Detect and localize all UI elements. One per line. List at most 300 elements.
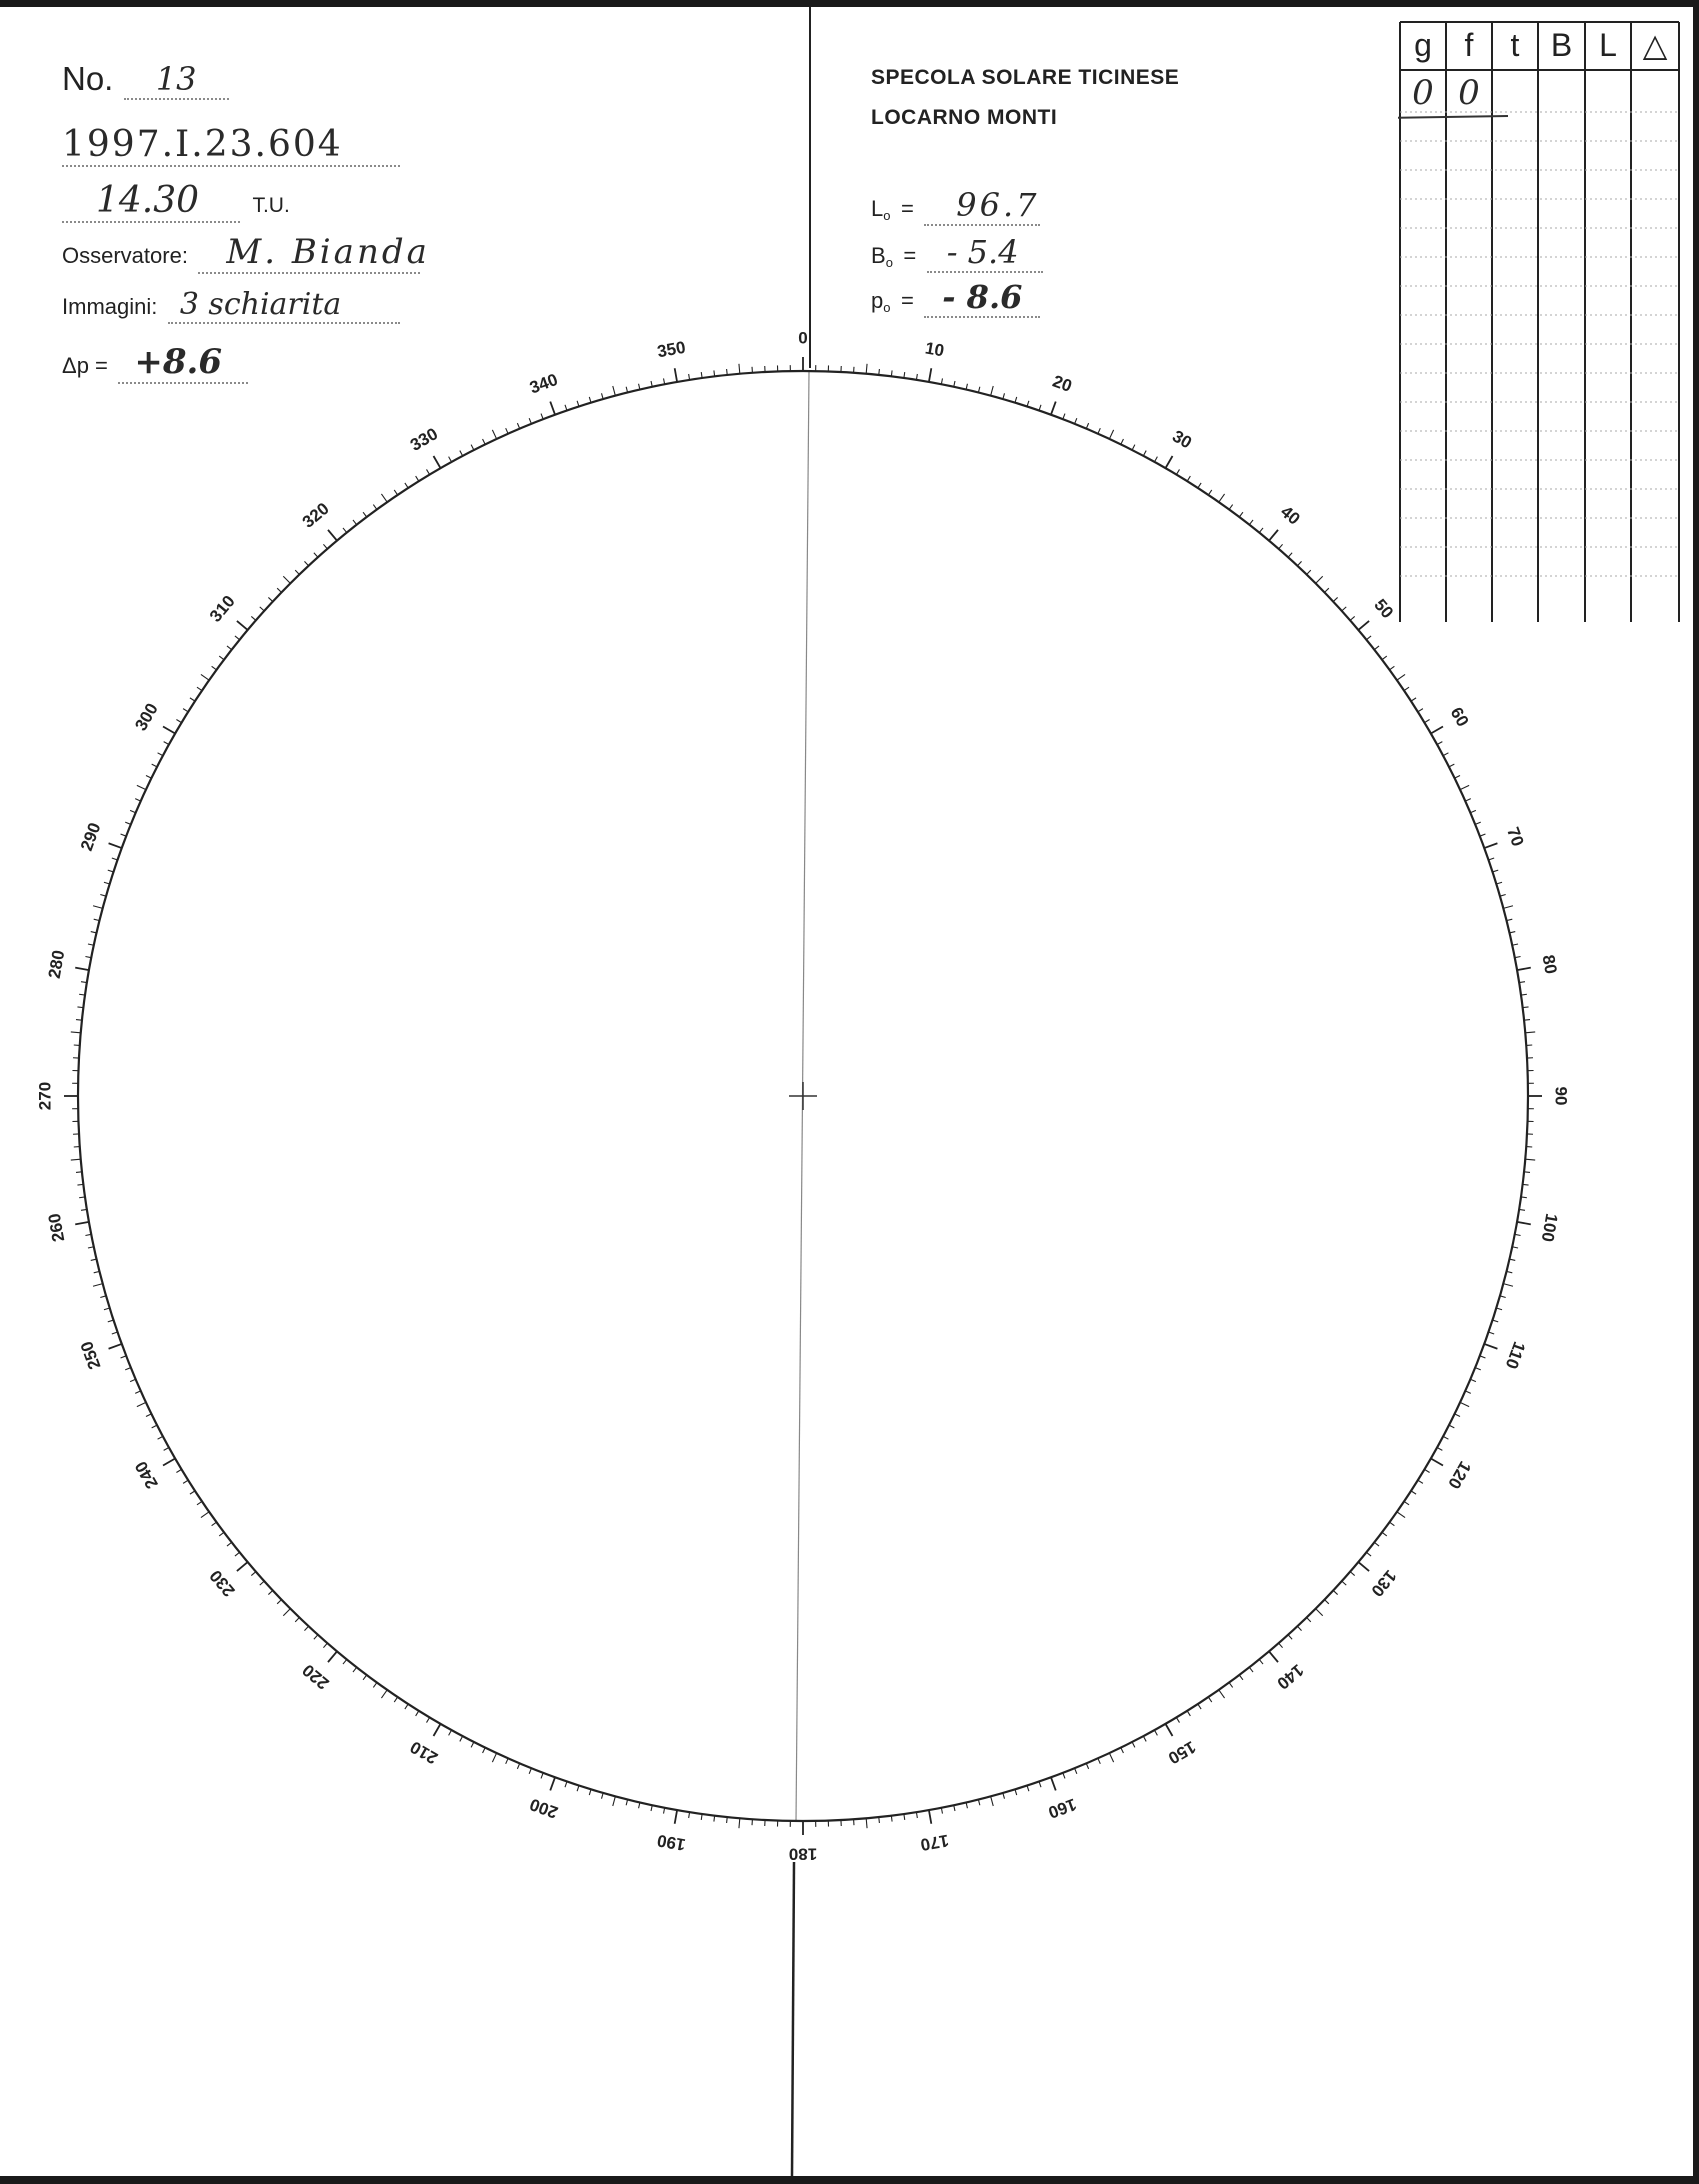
degree-label-350: 350 (655, 337, 687, 362)
degree-tick (1051, 1777, 1056, 1790)
degree-tick (77, 1007, 83, 1008)
degree-tick (1484, 1344, 1497, 1349)
degree-tick (1382, 656, 1387, 660)
degree-label-330: 330 (406, 424, 442, 455)
number-value: 13 (155, 60, 197, 98)
degree-tick (529, 1768, 531, 1774)
degree-label-70: 70 (1503, 824, 1528, 849)
degree-label-220: 220 (298, 1660, 333, 1694)
degree-tick (1411, 698, 1416, 701)
degree-tick (323, 1643, 327, 1648)
degree-tick (416, 476, 419, 481)
degree-tick (1132, 445, 1135, 450)
degree-tick (1198, 1704, 1201, 1709)
degree-tick (108, 1320, 114, 1322)
degree-tick (966, 384, 967, 390)
degree-label-20: 20 (1050, 371, 1075, 396)
degree-tick (1493, 1320, 1499, 1322)
degree-tick (1350, 1572, 1355, 1576)
table-header-1: g (1414, 27, 1432, 63)
degree-tick (323, 544, 327, 549)
degree-tick (91, 1259, 97, 1260)
degree-tick (1358, 1562, 1369, 1571)
degree-tick (1503, 906, 1513, 909)
degree-tick (492, 430, 496, 439)
degree-tick (212, 666, 217, 670)
degree-tick (164, 1447, 169, 1450)
degree-tick (1489, 1332, 1495, 1334)
degree-tick (381, 494, 387, 502)
degree-tick (125, 822, 131, 824)
degree-label-280: 280 (44, 948, 69, 980)
degree-label-240: 240 (131, 1457, 162, 1493)
degree-tick (1449, 764, 1454, 767)
table-header-2: f (1464, 27, 1474, 63)
degree-tick (1075, 1768, 1077, 1774)
degree-tick (577, 401, 579, 407)
degree-tick (1517, 1222, 1531, 1224)
degree-tick (1523, 1007, 1529, 1008)
degree-tick (227, 646, 232, 650)
degree-tick (93, 906, 103, 909)
degree-tick (1269, 1651, 1278, 1662)
degree-tick (1279, 544, 1283, 549)
degree-tick (283, 1609, 290, 1616)
degree-label-150: 150 (1164, 1737, 1200, 1768)
degree-tick (1229, 505, 1233, 510)
degree-tick (71, 1032, 81, 1033)
degree-tick (1198, 483, 1201, 488)
degree-tick (1506, 1271, 1512, 1272)
degree-label-180: 180 (788, 1844, 818, 1864)
degree-tick (1475, 1368, 1481, 1370)
degree-tick (449, 457, 452, 462)
b0-equals: = (903, 243, 917, 268)
degree-tick (146, 1414, 151, 1417)
degree-tick (237, 621, 248, 630)
degree-tick (1404, 1501, 1409, 1504)
degree-tick (471, 1742, 474, 1747)
degree-tick (1342, 607, 1346, 611)
degree-tick (183, 1480, 188, 1483)
degree-tick (879, 1817, 880, 1823)
degree-tick (125, 1368, 131, 1370)
degree-tick (1382, 1532, 1387, 1536)
degree-tick (929, 1810, 931, 1824)
p0-equals: = (900, 288, 914, 313)
degree-tick (1259, 528, 1263, 533)
degree-tick (739, 364, 740, 374)
time-unit: T.U. (252, 194, 290, 217)
degree-tick (416, 1711, 419, 1716)
degree-tick (201, 674, 209, 680)
degree-tick (112, 858, 118, 860)
degree-tick (237, 1562, 248, 1571)
number-label: No. (62, 60, 114, 97)
degree-tick (1470, 1379, 1476, 1381)
degree-tick (283, 576, 290, 583)
degree-tick (1465, 799, 1470, 801)
degree-tick (1333, 1590, 1337, 1594)
degree-tick (328, 1651, 337, 1662)
degree-label-130: 130 (1367, 1566, 1401, 1601)
degree-tick (626, 387, 627, 393)
degree-tick (1424, 720, 1429, 723)
degree-tick (1509, 932, 1515, 933)
degree-label-110: 110 (1501, 1339, 1529, 1372)
b0-label: B (871, 243, 886, 268)
table-header-4: B (1550, 27, 1573, 63)
degree-tick (227, 1542, 232, 1546)
degree-tick (460, 1736, 463, 1741)
degree-tick (1366, 636, 1371, 640)
table-cell-row1-col1: 0 (1412, 73, 1434, 113)
degree-tick (739, 1818, 740, 1828)
degree-tick (483, 1748, 486, 1753)
degree-tick (1219, 494, 1225, 502)
l0-sub: o (883, 208, 891, 224)
degree-tick (108, 870, 114, 872)
degree-tick (1397, 1512, 1405, 1518)
degree-tick (1239, 1675, 1243, 1680)
degree-tick (1460, 1402, 1469, 1406)
l0-label: L (871, 196, 884, 221)
degree-label-170: 170 (919, 1830, 951, 1855)
degree-tick (550, 1777, 555, 1790)
degree-tick (91, 932, 97, 933)
degree-tick (1154, 1730, 1157, 1735)
degree-tick (251, 616, 256, 620)
degree-tick (176, 720, 181, 723)
degree-tick (1039, 1782, 1041, 1788)
degree-tick (1418, 1480, 1423, 1483)
degree-tick (277, 588, 281, 592)
degree-tick (1297, 561, 1301, 565)
degree-tick (135, 1391, 140, 1393)
degree-tick (1121, 439, 1124, 444)
degree-tick (1176, 469, 1179, 474)
institution-location: LOCARNO MONTI (871, 106, 1058, 129)
degree-tick (1288, 553, 1292, 557)
p0-label: p (871, 288, 884, 313)
l0-value: 96.7 (956, 186, 1040, 224)
degree-label-270: 270 (35, 1081, 55, 1111)
degree-tick (130, 810, 136, 812)
degree-tick (517, 1763, 519, 1769)
degree-tick (1086, 423, 1088, 429)
degree-tick (879, 369, 880, 375)
degree-tick (434, 456, 441, 468)
degree-label-320: 320 (298, 498, 333, 532)
degree-label-50: 50 (1370, 595, 1398, 623)
degree-tick (1480, 1356, 1486, 1358)
p0-value: - 8.6 (942, 278, 1023, 316)
degree-tick (866, 1818, 867, 1828)
degree-tick (1208, 1697, 1211, 1702)
degree-tick (1259, 1659, 1263, 1664)
delta-p-value: +8.6 (134, 342, 222, 382)
degree-tick (1503, 1284, 1513, 1287)
observer-label: Osservatore: (62, 243, 188, 268)
degree-tick (714, 370, 715, 376)
degree-tick (112, 1332, 118, 1334)
degree-tick (565, 1782, 567, 1788)
degree-tick (314, 1635, 318, 1639)
degree-tick (626, 1799, 627, 1805)
degree-tick (1489, 858, 1495, 860)
degree-tick (353, 520, 357, 525)
degree-tick (163, 1459, 175, 1466)
degree-tick (405, 483, 408, 488)
degree-tick (75, 968, 89, 970)
degree-tick (1374, 1542, 1379, 1546)
degree-tick (394, 490, 397, 495)
b0-value: - 5.4 (946, 233, 1019, 271)
degree-tick (714, 1816, 715, 1822)
degree-label-0: 0 (798, 328, 808, 348)
degree-tick (1039, 405, 1041, 411)
degree-tick (577, 1786, 579, 1792)
degree-tick (978, 387, 979, 393)
degree-tick (75, 1222, 89, 1224)
degree-label-210: 210 (406, 1737, 442, 1768)
degree-tick (277, 1600, 281, 1604)
degree-tick (1098, 428, 1100, 433)
degree-tick (1390, 1522, 1395, 1526)
degree-tick (1063, 414, 1065, 420)
degree-tick (1443, 1436, 1448, 1439)
degree-tick (130, 1379, 136, 1381)
degree-tick (1480, 834, 1486, 836)
degree-label-340: 340 (527, 369, 561, 398)
degree-tick (94, 1271, 100, 1272)
degree-tick (929, 368, 931, 382)
degree-tick (1166, 1724, 1173, 1736)
degree-tick (1297, 1626, 1301, 1630)
degree-tick (1455, 1414, 1460, 1417)
degree-tick (1358, 621, 1369, 630)
degree-tick (427, 469, 430, 474)
degree-tick (550, 402, 555, 415)
degree-tick (260, 607, 264, 611)
degree-tick (1219, 1690, 1225, 1698)
degree-tick (1269, 530, 1278, 541)
degree-tick (1525, 1032, 1535, 1033)
degree-label-190: 190 (655, 1830, 687, 1855)
degree-tick (449, 1730, 452, 1735)
date-value: 1997.I.23.604 (62, 124, 343, 165)
degree-tick (1431, 727, 1443, 734)
degree-tick (1027, 401, 1029, 407)
degree-tick (235, 1552, 240, 1556)
degree-tick (1109, 1753, 1113, 1762)
degree-tick (1288, 1635, 1292, 1639)
degree-tick (135, 799, 140, 801)
degree-label-60: 60 (1446, 704, 1473, 730)
degree-tick (506, 428, 508, 433)
degree-tick (1509, 1259, 1515, 1260)
degree-tick (460, 451, 463, 456)
degree-tick (675, 1810, 677, 1824)
degree-tick (541, 414, 543, 420)
degree-tick (639, 384, 640, 390)
degree-tick (197, 687, 202, 690)
degree-tick (1424, 1469, 1429, 1472)
degree-tick (1051, 402, 1056, 415)
degree-tick (1374, 646, 1379, 650)
degree-tick (1063, 1773, 1065, 1779)
degree-label-80: 80 (1538, 953, 1561, 976)
degree-tick (1109, 430, 1113, 439)
degree-tick (639, 1802, 640, 1808)
b0-sub: o (885, 255, 893, 271)
degree-tick (405, 1704, 408, 1709)
degree-tick (164, 742, 169, 745)
degree-tick (1390, 666, 1395, 670)
degree-tick (1517, 968, 1531, 970)
degree-tick (529, 418, 531, 424)
degree-tick (1437, 1447, 1442, 1450)
degree-tick (891, 370, 892, 376)
degree-tick (1525, 1159, 1535, 1160)
degree-tick (1460, 785, 1469, 789)
degree-label-100: 100 (1537, 1212, 1562, 1244)
degree-tick (1229, 1683, 1233, 1688)
degree-tick (991, 386, 994, 396)
degree-tick (613, 1796, 616, 1806)
degree-tick (190, 698, 195, 701)
observer-value: M. Bianda (226, 232, 430, 272)
l0-equals: = (900, 196, 914, 221)
degree-label-260: 260 (44, 1212, 69, 1244)
degree-tick (268, 1590, 272, 1594)
degree-tick (1307, 570, 1311, 574)
degree-tick (219, 1532, 224, 1536)
sunspot-count-table (1398, 20, 1681, 625)
degree-tick (1239, 512, 1243, 517)
degree-tick (121, 834, 127, 836)
degree-tick (158, 1436, 163, 1439)
degree-tick (1154, 457, 1157, 462)
degree-tick (363, 1675, 367, 1680)
degree-tick (1316, 1609, 1323, 1616)
degree-tick (1484, 843, 1497, 848)
degree-tick (506, 1758, 508, 1763)
degree-tick (314, 553, 318, 557)
degree-tick (109, 843, 122, 848)
degree-tick (1523, 1184, 1529, 1185)
p0-sub: o (883, 300, 891, 316)
degree-tick (251, 1572, 256, 1576)
degree-label-90: 90 (1551, 1086, 1571, 1106)
degree-tick (1075, 418, 1077, 424)
degree-tick (471, 445, 474, 450)
degree-tick (1524, 1172, 1530, 1173)
degree-tick (891, 1816, 892, 1822)
degree-tick (1208, 490, 1211, 495)
degree-tick (1418, 709, 1423, 712)
degree-tick (304, 561, 308, 565)
images-label: Immagini: (62, 294, 158, 319)
degree-tick (1143, 451, 1146, 456)
degree-tick (1325, 1600, 1329, 1604)
degree-tick (978, 1799, 979, 1805)
degree-tick (373, 505, 377, 510)
degree-tick (1350, 616, 1355, 620)
degree-tick (353, 1667, 357, 1672)
degree-label-290: 290 (76, 820, 105, 854)
degree-tick (991, 1796, 994, 1806)
degree-tick (71, 1159, 81, 1160)
degree-label-40: 40 (1276, 501, 1304, 529)
degree-tick (1307, 1618, 1311, 1622)
degree-tick (190, 1491, 195, 1494)
degree-tick (675, 368, 677, 382)
degree-label-10: 10 (923, 338, 946, 361)
degree-tick (565, 405, 567, 411)
degree-tick (1397, 674, 1405, 680)
degree-tick (363, 512, 367, 517)
degree-tick (235, 636, 240, 640)
degree-tick (295, 1618, 299, 1622)
degree-tick (1166, 456, 1173, 468)
degree-tick (1027, 1786, 1029, 1792)
degree-tick (109, 1344, 122, 1349)
degree-tick (1249, 1667, 1253, 1672)
degree-tick (966, 1802, 967, 1808)
degree-tick (1524, 1020, 1530, 1021)
degree-tick (1443, 753, 1448, 756)
degree-tick (1404, 687, 1409, 690)
degree-tick (1470, 810, 1476, 812)
degree-tick (1333, 597, 1337, 601)
degree-tick (152, 764, 157, 767)
degree-label-230: 230 (205, 1566, 239, 1601)
table-header-5: L (1599, 27, 1617, 63)
degree-tick (1121, 1748, 1124, 1753)
degree-label-30: 30 (1169, 426, 1195, 453)
degree-label-140: 140 (1273, 1660, 1308, 1694)
degree-tick (1431, 1459, 1443, 1466)
degree-tick (541, 1773, 543, 1779)
degree-tick (158, 753, 163, 756)
degree-tick (121, 1356, 127, 1358)
degree-tick (394, 1697, 397, 1702)
degree-tick (146, 776, 151, 779)
degree-label-250: 250 (76, 1338, 105, 1372)
degree-tick (866, 364, 867, 374)
degree-tick (727, 369, 728, 375)
degree-tick (613, 386, 616, 396)
degree-tick (137, 785, 146, 789)
degree-tick (483, 439, 486, 444)
degree-tick (260, 1581, 264, 1585)
degree-tick (343, 528, 347, 533)
degree-tick (304, 1626, 308, 1630)
degree-tick (727, 1817, 728, 1823)
degree-label-200: 200 (527, 1794, 561, 1823)
degree-tick (152, 1425, 157, 1428)
degree-tick (1143, 1736, 1146, 1741)
degree-tick (1132, 1742, 1135, 1747)
degree-tick (1475, 822, 1481, 824)
table-header-3: t (1510, 27, 1520, 63)
degree-tick (1187, 476, 1190, 481)
table-cell-row1-col2: 0 (1458, 73, 1480, 113)
degree-tick (201, 1512, 209, 1518)
degree-tick (381, 1690, 387, 1698)
degree-tick (328, 530, 337, 541)
